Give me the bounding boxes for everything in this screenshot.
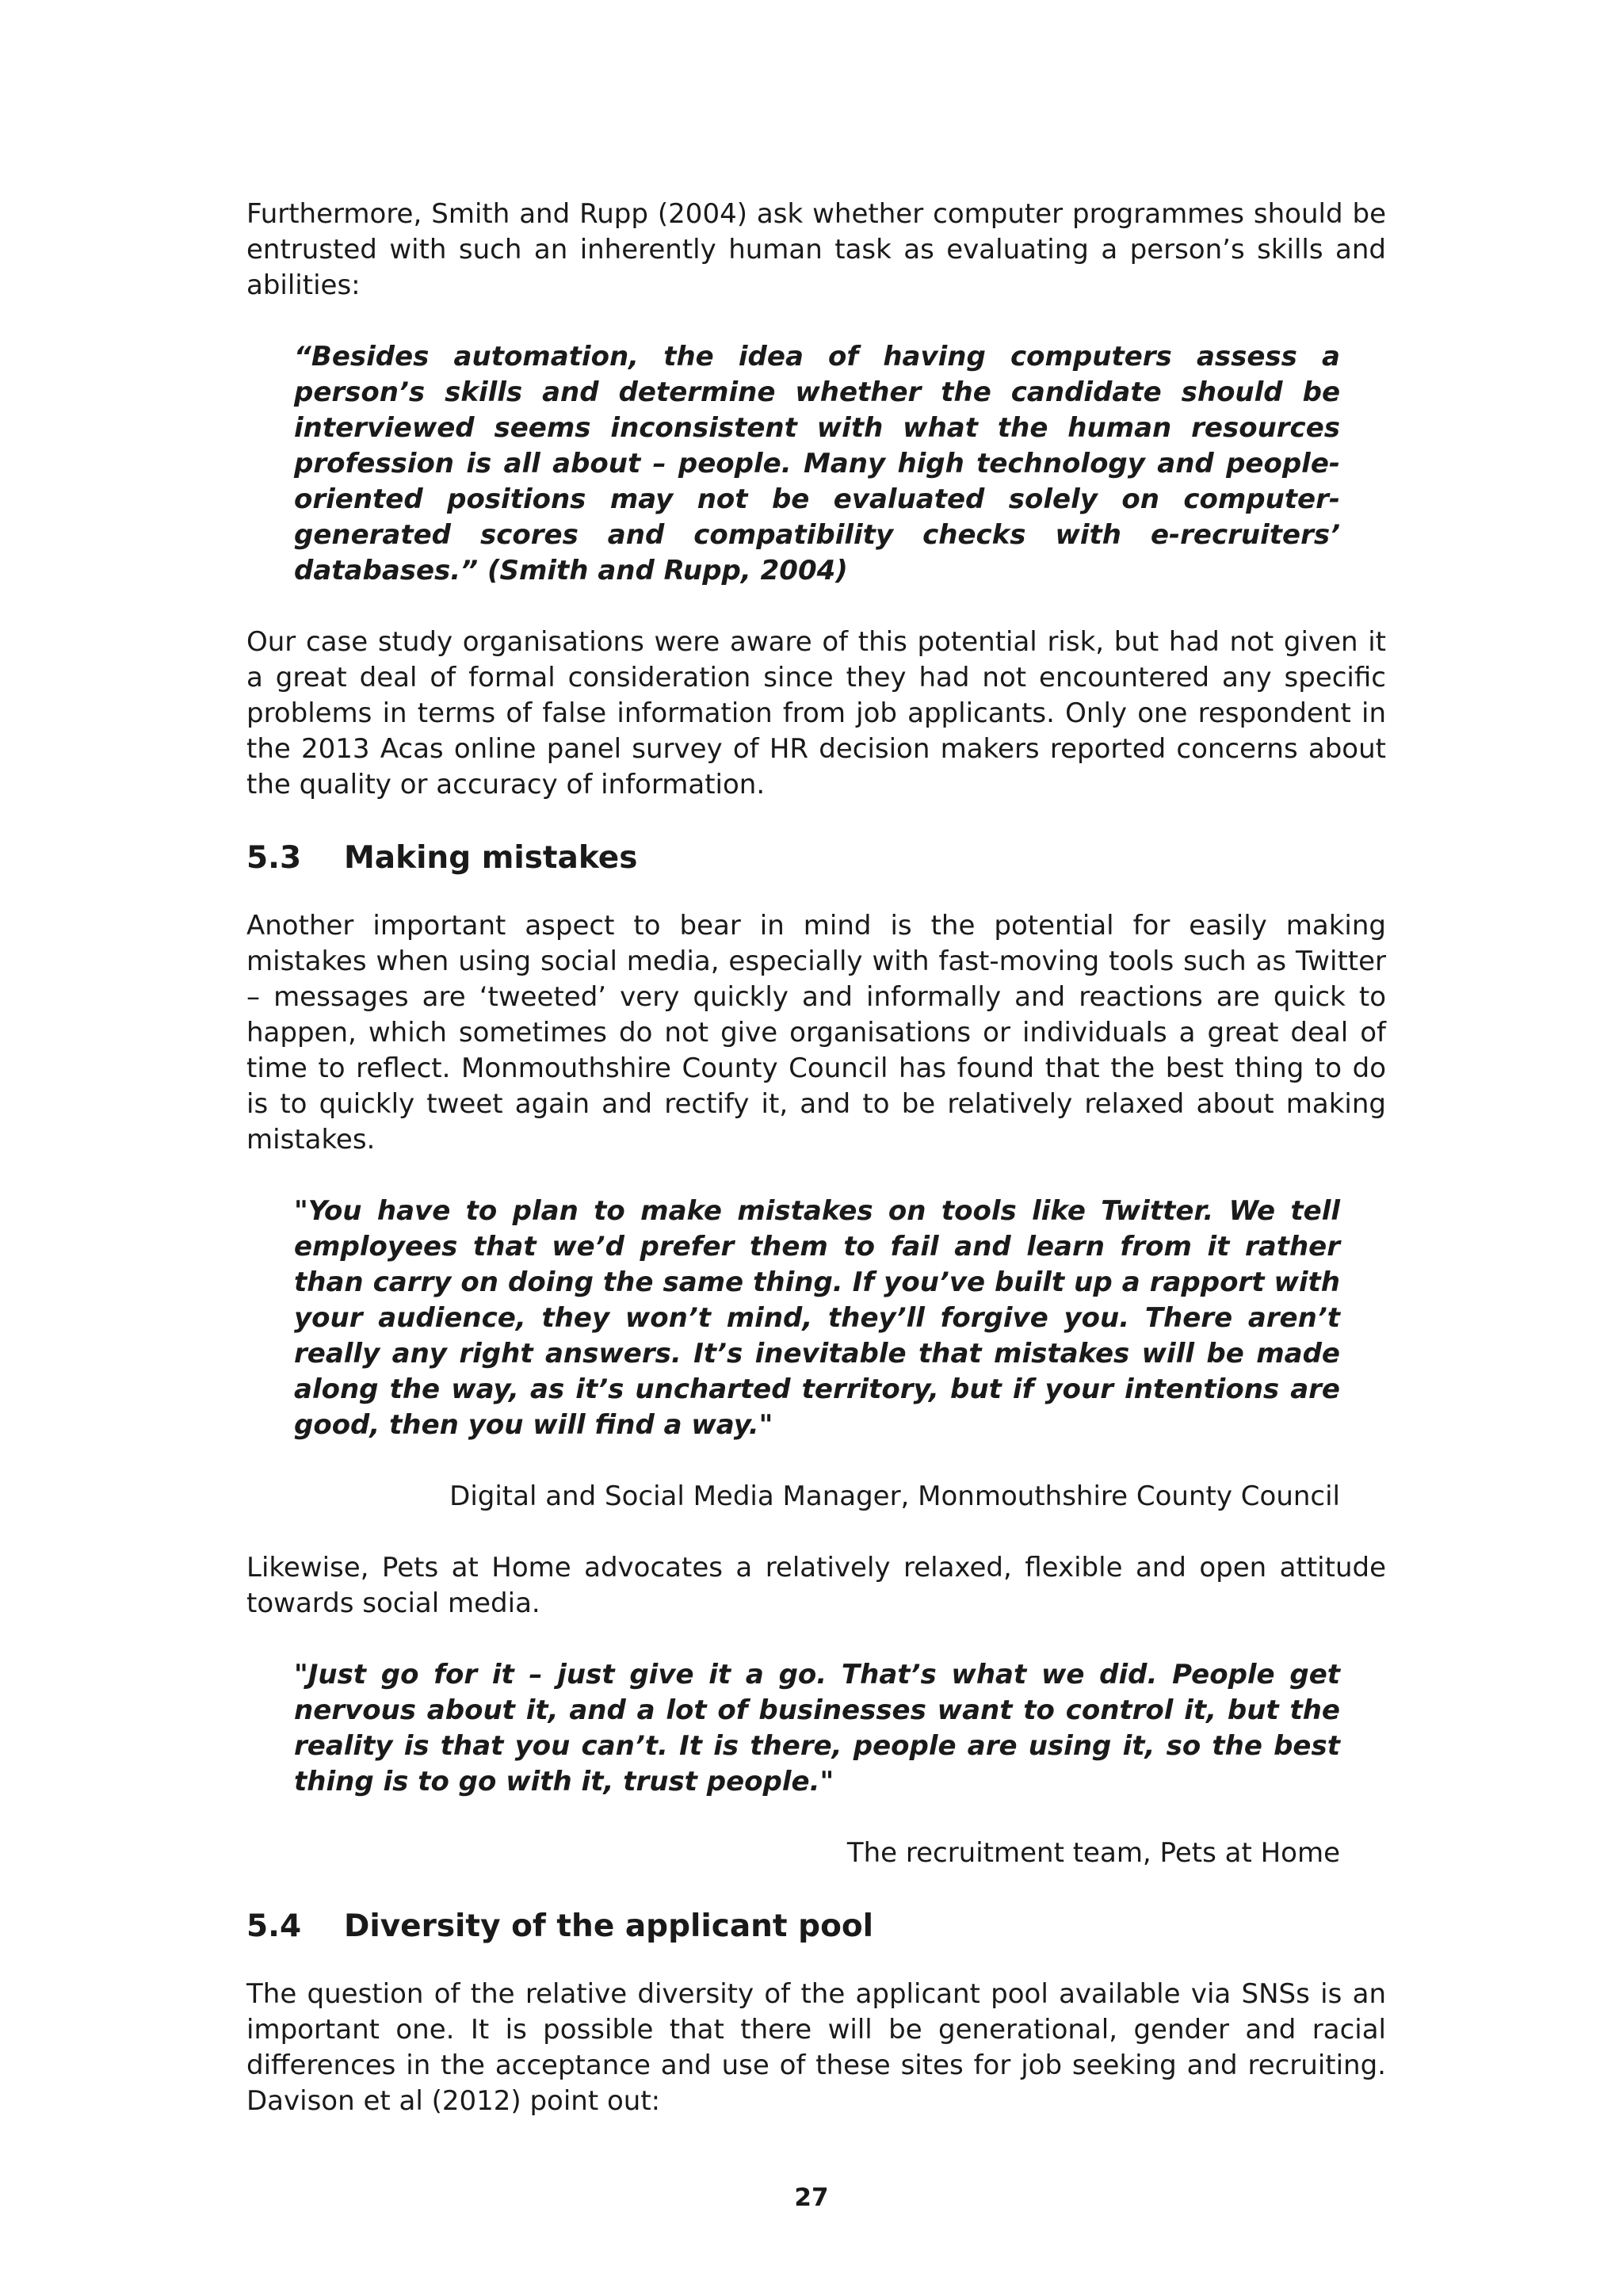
case-study-paragraph: Our case study organisations were aware of this potential risk, but had not given it a great deal of formal consideration since they had not encountered any specific problems in terms of false information from job applicants. Only one respondent in the 2013 Acas online panel survey of HR decision makers reported concerns about the quality or accuracy of information. (246, 626, 1386, 800)
diversity-paragraph: The question of the relative diversity of the applicant pool available via SNSs is an important one. It is possible that there will be generational, gender and racial differences in the acceptance and use of these sites for job seeking and recruiting. Davison et al (2012) point out: (246, 1978, 1386, 2117)
page-number: 27 (794, 2183, 829, 2212)
section-number: 5.3 (246, 840, 302, 876)
monmouthshire-attribution: Digital and Social Media Manager, Monmouthshire County Council (449, 1480, 1340, 1512)
section-number: 5.4 (246, 1908, 302, 1944)
pets-at-home-paragraph: Likewise, Pets at Home advocates a relatively relaxed, flexible and open attitude towards social media. (246, 1552, 1386, 1619)
pets-at-home-quote: "Just go for it – just give it a go. That’s what we did. People get nervous about it, and a lot of businesses want to control it, but the reality is that you can’t. It is there, people are using it, so the best thing is to go with it, trust people." (294, 1659, 1340, 1797)
section-5-4-heading (246, 1907, 1386, 1946)
section-title: Diversity of the applicant pool (344, 1908, 874, 1944)
document-page (246, 197, 1386, 2155)
pets-at-home-attribution: The recruitment team, Pets at Home (846, 1837, 1340, 1869)
section-title: Making mistakes (344, 840, 638, 876)
section-5-3-heading (246, 839, 1386, 878)
smith-rupp-quote: “Besides automation, the idea of having computers assess a person’s skills and determine whether the candidate should be interviewed seems inconsistent with what the human resources profession is all about – people. Many high technology and people-oriented positions may not be evaluated solely on computer-generated scores and compatibility checks with e-recruiters’ databases.” (Smith and Rupp, 2004) (294, 341, 1340, 586)
monmouthshire-quote: "You have to plan to make mistakes on tools like Twitter. We tell employees that we’d prefer them to fail and learn from it rather than carry on doing the same thing. If you’ve built up a rapport with your audience, they won’t mind, they’ll forgive you. There aren’t really any right answers. It’s inevitable that mistakes will be made along the way, as it’s uncharted territory, but if your intentions are good, then you will find a way." (294, 1195, 1340, 1441)
mistakes-paragraph: Another important aspect to bear in mind is the potential for easily making mistakes when using social media, especially with fast-moving tools such as Twitter – messages are ‘tweeted’ very quickly and informally and reactions are quick to happen, which sometimes do not give organisations or individuals a great deal of time to reflect. Monmouthshire County Council has found that the best thing to do is to quickly tweet again and rectify it, and to be relatively relaxed about making mistakes. (246, 910, 1386, 1156)
intro-paragraph: Furthermore, Smith and Rupp (2004) ask whether computer programmes should be entrusted with such an inherently human task as evaluating a person’s skills and abilities: (246, 198, 1386, 301)
